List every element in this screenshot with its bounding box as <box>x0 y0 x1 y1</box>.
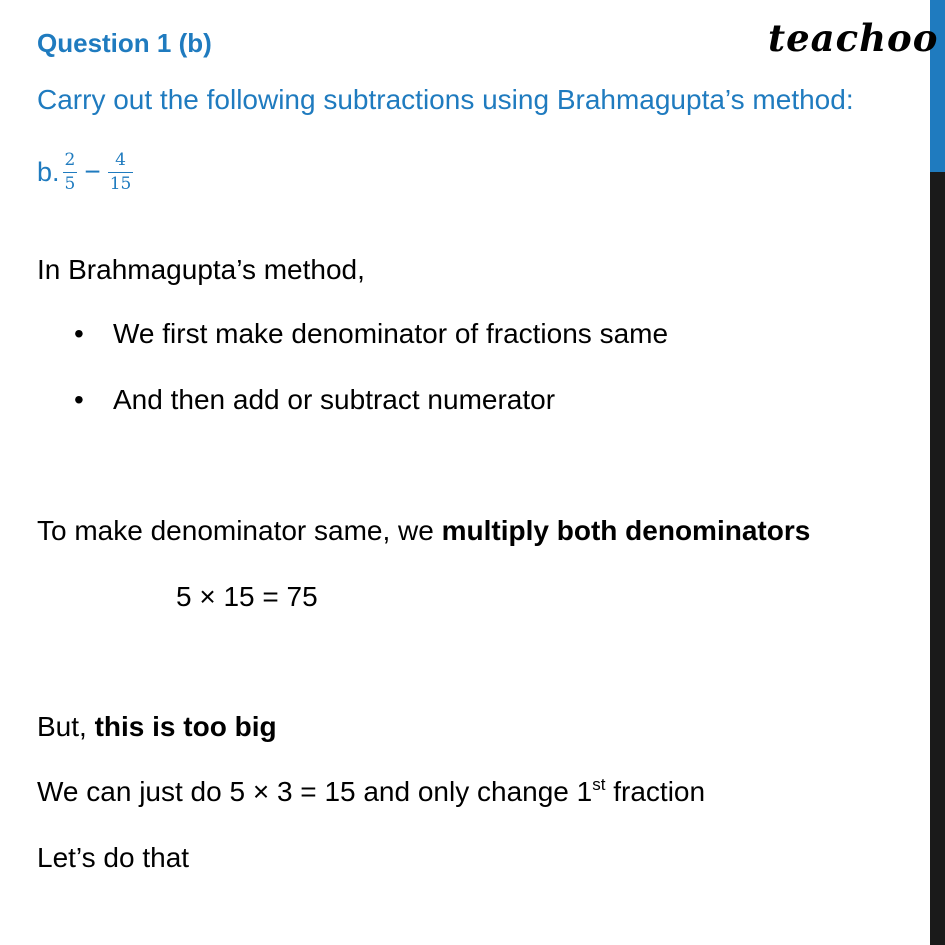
but-text: But, <box>37 711 95 742</box>
lets-do-that: Let’s do that <box>37 842 190 873</box>
shortcut-text: We can just do 5 × 3 = 15 and only change 1 <box>37 776 593 807</box>
bullet-item <box>74 384 555 416</box>
expression-prefix: b. <box>37 156 60 187</box>
bullet-dot: • <box>74 318 84 349</box>
fraction-first <box>63 149 78 194</box>
fraction-second-denominator: 15 <box>109 173 132 194</box>
fraction-first-denominator: 5 <box>64 173 76 194</box>
subtraction-expression <box>37 142 136 202</box>
teachoo-logo: teachoo <box>768 16 939 60</box>
denominator-instruction-text: To make denominator same, we <box>37 515 442 546</box>
minus-operator: − <box>84 156 101 187</box>
bullet-text: And then add or subtract numerator <box>113 384 556 415</box>
question-title: Question 1 (b) <box>37 28 212 58</box>
method-intro: In Brahmagupta’s method, <box>37 254 365 285</box>
but-bold: this is too big <box>94 711 277 742</box>
bullet-text: We first make denominator of fractions same <box>113 318 669 349</box>
denominator-instruction-bold: multiply both denominators <box>441 515 811 546</box>
question-text: Carry out the following subtractions using Brahmagupta’s method: <box>37 84 854 115</box>
fraction-second <box>108 149 134 194</box>
bullet-item <box>74 318 668 350</box>
denominator-instruction <box>37 515 810 547</box>
bullet-dot: • <box>74 384 84 415</box>
shortcut-statement <box>37 776 705 808</box>
shortcut-tail: fraction <box>605 776 706 807</box>
fraction-second-numerator: 4 <box>115 149 126 170</box>
ordinal-superscript: st <box>592 775 606 794</box>
fraction-first-numerator: 2 <box>64 149 76 170</box>
but-statement <box>37 711 277 743</box>
calculation: 5 × 15 = 75 <box>176 581 318 612</box>
